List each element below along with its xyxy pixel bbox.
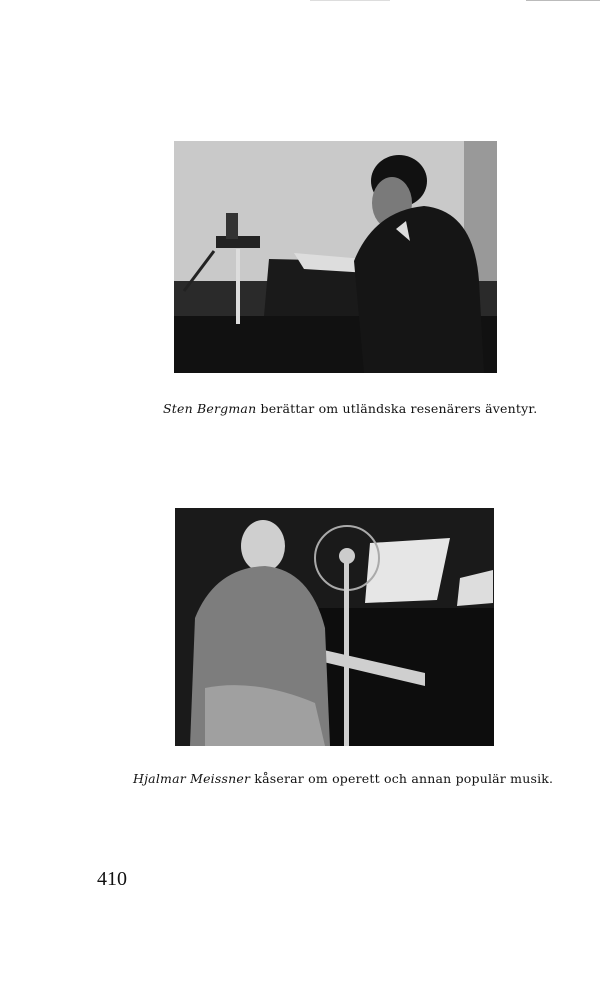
caption-person-name: Sten Bergman (163, 401, 257, 416)
caption-text: kåserar om operett och annan populär musik. (250, 771, 554, 786)
page-edge-line (310, 0, 390, 1)
photo-sten-bergman (174, 141, 497, 373)
caption-text: berättar om utländska resenärers äventyr. (256, 401, 538, 416)
photo-hjalmar-meissner (175, 508, 494, 746)
photo-caption (163, 401, 537, 416)
page-number: 410 (97, 868, 127, 890)
caption-person-name: Hjalmar Meissner (133, 771, 251, 786)
page-edge-line (526, 0, 600, 1)
photo-caption (133, 771, 553, 786)
